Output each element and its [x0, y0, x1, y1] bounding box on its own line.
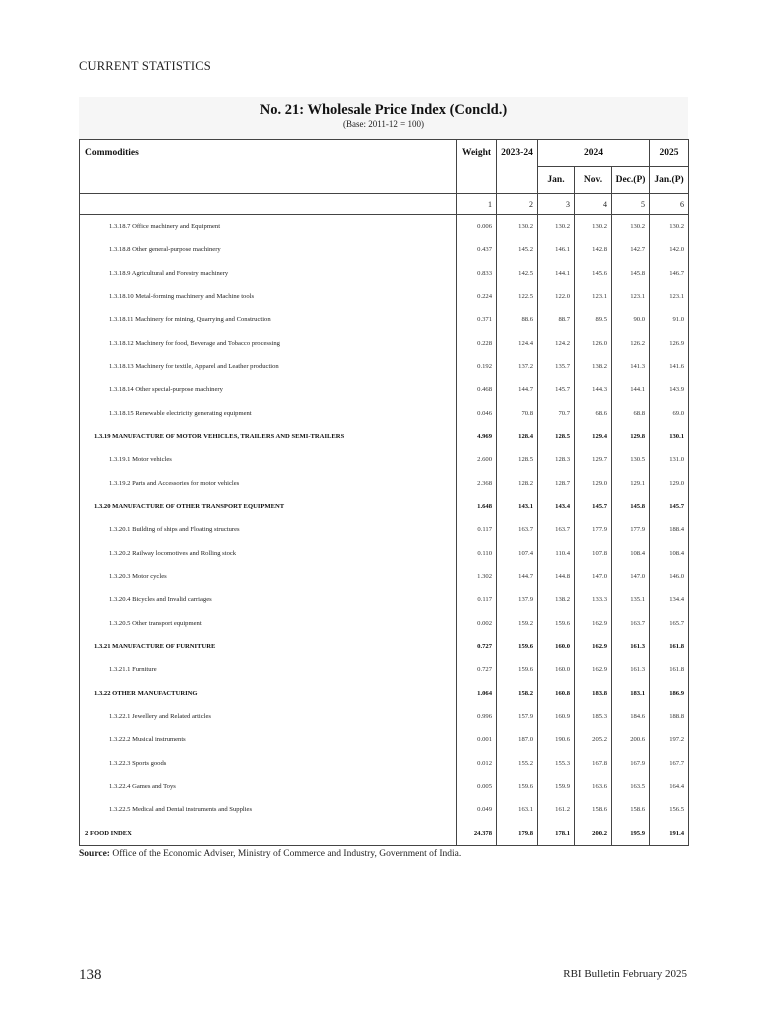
table-cell-jan-p: 191.4 — [669, 829, 685, 837]
commodity-label: 1.3.20.5 Other transport equipment — [109, 619, 202, 627]
column-number: 6 — [650, 194, 689, 215]
table-cell-jan: 124.2 — [555, 339, 570, 347]
commodity-label: 1.3.19.2 Parts and Accessories for motor vehicles — [109, 479, 240, 487]
table-cell-nov: 163.6 — [592, 782, 607, 790]
table-cell-jan-p: 69.0 — [672, 409, 685, 417]
table-cell-weight: 2.600 — [477, 456, 492, 464]
weight-column — [457, 215, 497, 846]
table-cell-nov: 144.3 — [592, 386, 607, 394]
commodity-label: 1.3.18.14 Other special-purpose machinery — [109, 386, 223, 394]
table-cell-weight: 0.727 — [477, 642, 492, 650]
table-cell-weight: 0.005 — [477, 782, 492, 790]
table-cell-fy: 157.9 — [518, 712, 533, 720]
table-cell-jan: 135.7 — [555, 362, 570, 370]
header-year-2025: 2025 — [650, 140, 689, 167]
table-cell-jan: 161.2 — [555, 806, 570, 814]
table-cell-nov: 129.4 — [592, 432, 607, 440]
table-cell-dec: 90.0 — [633, 316, 646, 324]
table-cell-nov: 177.9 — [592, 526, 607, 534]
table-cell-dec: 145.8 — [630, 269, 646, 277]
table-cell-fy: 163.7 — [518, 526, 533, 534]
table-cell-fy: 158.2 — [518, 689, 533, 697]
table-cell-weight: 0.117 — [477, 596, 492, 604]
table-cell-jan: 146.1 — [555, 246, 570, 254]
table-cell-jan: 144.8 — [555, 572, 570, 580]
table-cell-jan: 128.7 — [555, 479, 570, 487]
commodity-column — [80, 215, 457, 846]
header-jan: Jan. — [538, 167, 575, 194]
table-cell-nov: 205.2 — [592, 736, 607, 744]
table-cell-nov: 162.9 — [592, 666, 607, 674]
table-cell-dec: 144.1 — [630, 386, 646, 394]
commodity-label: 1.3.18.12 Machinery for food, Beverage and Tobacco processing — [109, 339, 280, 347]
source-label: Source: — [79, 849, 110, 859]
table-cell-weight: 0.049 — [477, 806, 492, 814]
wpi-table — [79, 139, 689, 846]
table-cell-jan-p: 126.9 — [669, 339, 685, 347]
table-cell-jan-p: 161.8 — [669, 642, 685, 650]
table-cell-jan: 155.3 — [555, 759, 570, 767]
table-cell-jan-p: 146.0 — [669, 572, 685, 580]
table-cell-jan: 130.2 — [555, 223, 570, 230]
table-cell-fy: 137.9 — [518, 596, 533, 604]
table-cell-jan: 160.8 — [555, 689, 570, 697]
table-cell-nov: 130.2 — [592, 223, 607, 230]
header-jan-p: Jan.(P) — [650, 167, 689, 194]
table-cell-jan-p: 188.8 — [669, 712, 685, 720]
table-cell-weight: 4.969 — [477, 432, 492, 440]
table-cell-fy: 144.7 — [518, 572, 533, 580]
table-cell-nov: 133.3 — [592, 596, 607, 604]
table-cell-weight: 1.064 — [477, 689, 492, 697]
table-cell-jan: 138.2 — [555, 596, 570, 604]
table-cell-weight: 0.046 — [477, 409, 492, 417]
table-cell-jan: 88.7 — [558, 316, 570, 324]
table-cell-fy: 122.5 — [518, 292, 533, 300]
table-cell-jan-p: 197.2 — [669, 736, 685, 744]
table-cell-dec: 142.7 — [630, 246, 646, 254]
table-cell-weight: 1.648 — [477, 502, 492, 510]
table-cell-fy: 88.6 — [521, 316, 533, 324]
table-cell-nov: 68.6 — [595, 409, 607, 417]
commodity-label: 1.3.22.2 Musical instruments — [109, 736, 186, 744]
table-cell-jan: 160.9 — [555, 712, 570, 720]
table-cell-fy: 128.4 — [518, 432, 533, 440]
table-cell-jan: 110.4 — [555, 549, 570, 557]
table-cell-weight: 0.468 — [477, 386, 492, 394]
table-cell-fy: 137.2 — [518, 362, 533, 370]
table-cell-jan: 128.3 — [555, 456, 570, 464]
fy-column — [497, 215, 538, 846]
column-number: 5 — [612, 194, 650, 215]
header-commodities: Commodities — [80, 140, 457, 194]
table-cell-weight: 0.012 — [477, 759, 492, 767]
table-cell-nov: 200.2 — [592, 829, 607, 837]
commodity-label: 1.3.18.13 Machinery for textile, Apparel and Leather production — [109, 362, 279, 370]
table-cell-dec: 177.9 — [630, 526, 646, 534]
table-cell-fy: 128.2 — [518, 479, 533, 487]
commodity-label: 1.3.18.15 Renewable electricity generating equipment — [109, 409, 252, 417]
table-cell-dec: 68.8 — [633, 409, 646, 417]
table-cell-nov: 107.8 — [592, 549, 607, 557]
table-cell-dec: 195.9 — [630, 829, 646, 837]
table-cell-jan-p: 167.7 — [669, 759, 685, 767]
commodity-label: 1.3.20.2 Railway locomotives and Rolling stock — [109, 549, 237, 557]
table-cell-nov: 142.8 — [592, 246, 607, 254]
table-cell-nov: 147.0 — [592, 572, 607, 580]
header-nov: Nov. — [575, 167, 612, 194]
source-text: Office of the Economic Adviser, Ministry of Commerce and Industry, Government of India. — [109, 849, 462, 859]
table-cell-dec: 130.2 — [630, 223, 646, 230]
table-cell-nov: 126.0 — [592, 339, 607, 347]
commodity-label: 1.3.18.10 Metal-forming machinery and Machine tools — [109, 292, 255, 300]
table-cell-weight: 0.110 — [477, 549, 492, 557]
table-cell-fy: 159.6 — [518, 666, 533, 674]
header-dec: Dec.(P) — [612, 167, 650, 194]
table-cell-jan-p: 129.0 — [669, 479, 685, 487]
table-cell-weight: 0.228 — [477, 339, 492, 347]
jan-p-column — [650, 215, 689, 846]
table-cell-jan-p: 188.4 — [669, 526, 685, 534]
table-title: No. 21: Wholesale Price Index (Concld.) — [259, 102, 508, 118]
table-cell-weight: 0.002 — [477, 619, 492, 627]
header-weight: Weight — [457, 140, 497, 194]
commodity-label: 1.3.22.5 Medical and Dental instruments and Supplies — [109, 806, 253, 814]
column-number: 3 — [538, 194, 575, 215]
table-cell-fy: 163.1 — [518, 806, 533, 814]
table-cell-weight: 0.192 — [477, 362, 492, 370]
table-cell-dec: 147.0 — [630, 572, 646, 580]
table-cell-dec: 183.1 — [630, 689, 646, 697]
table-cell-dec: 200.6 — [630, 736, 646, 744]
table-cell-weight: 0.117 — [477, 526, 492, 534]
table-cell-nov: 145.7 — [592, 502, 607, 510]
commodity-label: 2 FOOD INDEX — [85, 829, 132, 837]
commodity-label: 1.3.22.1 Jewellery and Related articles — [109, 712, 211, 720]
table-cell-jan-p: 91.0 — [672, 316, 685, 324]
table-cell-weight: 0.001 — [477, 736, 492, 744]
commodity-label: 1.3.20.1 Building of ships and Floating structures — [109, 526, 240, 534]
table-cell-fy: 159.6 — [518, 782, 533, 790]
table-cell-dec: 123.1 — [630, 292, 646, 300]
table-cell-dec: 184.6 — [630, 712, 646, 720]
table-cell-dec: 167.9 — [630, 759, 646, 767]
table-cell-nov: 183.8 — [592, 689, 607, 697]
table-cell-dec: 163.7 — [630, 619, 646, 627]
table-cell-fy: 143.1 — [518, 502, 533, 510]
table-cell-fy: 128.5 — [518, 456, 533, 464]
table-cell-nov: 167.8 — [592, 759, 607, 767]
table-cell-jan: 70.7 — [558, 409, 570, 417]
table-cell-jan: 143.4 — [555, 502, 570, 510]
table-cell-fy: 155.2 — [518, 759, 533, 767]
table-cell-weight: 24.378 — [473, 829, 492, 837]
table-cell-dec: 141.3 — [630, 362, 646, 370]
table-cell-jan-p: 145.7 — [669, 502, 685, 510]
table-cell-fy: 159.6 — [518, 642, 533, 650]
jan-column — [538, 215, 575, 846]
table-cell-weight: 1.302 — [477, 572, 492, 580]
table-cell-fy: 142.5 — [518, 269, 533, 277]
table-cell-nov: 185.3 — [592, 712, 607, 720]
commodity-label: 1.3.18.8 Other general-purpose machinery — [109, 246, 221, 254]
table-cell-dec: 145.8 — [630, 502, 646, 510]
table-cell-weight: 0.727 — [477, 666, 492, 674]
table-cell-nov: 129.7 — [592, 456, 607, 464]
column-number: 1 — [457, 194, 497, 215]
table-cell-jan-p: 186.9 — [669, 689, 685, 697]
commodity-label: 1.3.22.4 Games and Toys — [109, 782, 176, 790]
commodity-label: 1.3.22.3 Sports goods — [109, 759, 167, 767]
table-cell-nov: 123.1 — [592, 292, 607, 300]
table-cell-fy: 70.8 — [521, 409, 533, 417]
table-cell-jan-p: 142.0 — [669, 246, 685, 254]
table-cell-jan-p: 156.5 — [669, 806, 685, 814]
table-cell-jan-p: 123.1 — [669, 292, 685, 300]
commodity-label: 1.3.20 MANUFACTURE OF OTHER TRANSPORT EQUIPMENT — [94, 502, 285, 510]
table-cell-weight: 0.371 — [477, 316, 492, 324]
table-cell-jan-p: 130.1 — [669, 432, 685, 440]
table-cell-dec: 161.3 — [630, 666, 646, 674]
commodity-label: 1.3.20.3 Motor cycles — [109, 572, 167, 580]
commodity-label: 1.3.18.7 Office machinery and Equipment — [109, 223, 221, 230]
table-cell-nov: 162.9 — [592, 642, 607, 650]
table-cell-weight: 0.224 — [477, 292, 492, 300]
publication-name: RBI Bulletin February 2025 — [563, 968, 687, 980]
table-cell-weight: 2.368 — [477, 479, 492, 487]
table-cell-fy: 144.7 — [518, 386, 533, 394]
table-cell-dec: 126.2 — [630, 339, 646, 347]
table-cell-nov: 158.6 — [592, 806, 607, 814]
table-cell-jan: 163.7 — [555, 526, 570, 534]
table-cell-dec: 161.3 — [630, 642, 646, 650]
commodity-label: 1.3.21 MANUFACTURE OF FURNITURE — [94, 642, 216, 650]
table-cell-jan: 159.9 — [555, 782, 570, 790]
table-cell-weight: 0.006 — [477, 223, 492, 230]
column-number: 2 — [497, 194, 538, 215]
table-cell-dec: 130.5 — [630, 456, 646, 464]
table-cell-weight: 0.833 — [477, 269, 492, 277]
table-cell-jan-p: 165.7 — [669, 619, 685, 627]
table-cell-nov: 145.6 — [592, 269, 607, 277]
table-cell-jan-p: 146.7 — [669, 269, 685, 277]
dec-column — [612, 215, 650, 846]
table-subtitle: (Base: 2011-12 = 100) — [343, 119, 424, 129]
table-cell-jan: 144.1 — [555, 269, 570, 277]
table-cell-nov: 89.5 — [595, 316, 607, 324]
table-cell-jan: 128.5 — [555, 432, 570, 440]
table-cell-jan: 190.6 — [555, 736, 570, 744]
table-cell-jan-p: 108.4 — [669, 549, 685, 557]
table-cell-jan: 160.0 — [555, 666, 570, 674]
table-cell-fy: 179.8 — [518, 829, 533, 837]
page-number: 138 — [79, 967, 102, 983]
table-cell-nov: 129.0 — [592, 479, 607, 487]
table-cell-jan-p: 161.8 — [669, 666, 685, 674]
commodity-label: 1.3.19 MANUFACTURE OF MOTOR VEHICLES, TRAILERS AND SEMI-TRAILERS — [94, 432, 345, 440]
table-cell-jan: 159.6 — [555, 619, 570, 627]
table-cell-dec: 129.1 — [630, 479, 646, 487]
table-cell-nov: 162.9 — [592, 619, 607, 627]
commodity-label: 1.3.21.1 Furniture — [109, 666, 157, 674]
table-cell-fy: 124.4 — [518, 339, 533, 347]
running-title: CURRENT STATISTICS — [79, 59, 211, 73]
commodity-label: 1.3.19.1 Motor vehicles — [109, 456, 172, 464]
table-cell-fy: 159.2 — [518, 619, 533, 627]
commodity-label: 1.3.22 OTHER MANUFACTURING — [94, 689, 198, 697]
table-cell-jan-p: 141.6 — [669, 362, 685, 370]
column-number-blank — [80, 194, 457, 215]
commodity-label: 1.3.18.11 Machinery for mining, Quarrying and Construction — [109, 316, 271, 324]
table-cell-jan-p: 143.9 — [669, 386, 685, 394]
table-cell-jan-p: 164.4 — [669, 782, 685, 790]
table-cell-dec: 158.6 — [630, 806, 646, 814]
table-cell-jan-p: 134.4 — [669, 596, 685, 604]
table-cell-jan-p: 130.2 — [669, 223, 685, 230]
table-cell-dec: 108.4 — [630, 549, 646, 557]
table-cell-fy: 187.0 — [518, 736, 533, 744]
column-number: 4 — [575, 194, 612, 215]
column-number-row — [80, 194, 689, 215]
table-cell-fy: 145.2 — [518, 246, 533, 254]
nov-column — [575, 215, 612, 846]
commodity-label: 1.3.18.9 Agricultural and Forestry machinery — [109, 269, 229, 277]
table-cell-jan: 178.1 — [555, 829, 570, 837]
table-cell-weight: 0.437 — [477, 246, 492, 254]
table-cell-dec: 129.8 — [630, 432, 646, 440]
commodity-label: 1.3.20.4 Bicycles and Invalid carriages — [109, 596, 212, 604]
header-fy: 2023-24 — [497, 140, 538, 194]
table-cell-weight: 0.996 — [477, 712, 492, 720]
table-cell-fy: 107.4 — [518, 549, 533, 557]
table-cell-jan: 145.7 — [555, 386, 570, 394]
table-cell-dec: 135.1 — [630, 596, 646, 604]
table-cell-jan: 122.0 — [555, 292, 570, 300]
table-cell-fy: 130.2 — [518, 223, 533, 230]
table-cell-dec: 163.5 — [630, 782, 646, 790]
table-cell-jan: 160.0 — [555, 642, 570, 650]
table-cell-jan-p: 131.0 — [669, 456, 685, 464]
table-cell-nov: 138.2 — [592, 362, 607, 370]
header-year-2024: 2024 — [538, 140, 650, 167]
source-note — [79, 849, 461, 859]
